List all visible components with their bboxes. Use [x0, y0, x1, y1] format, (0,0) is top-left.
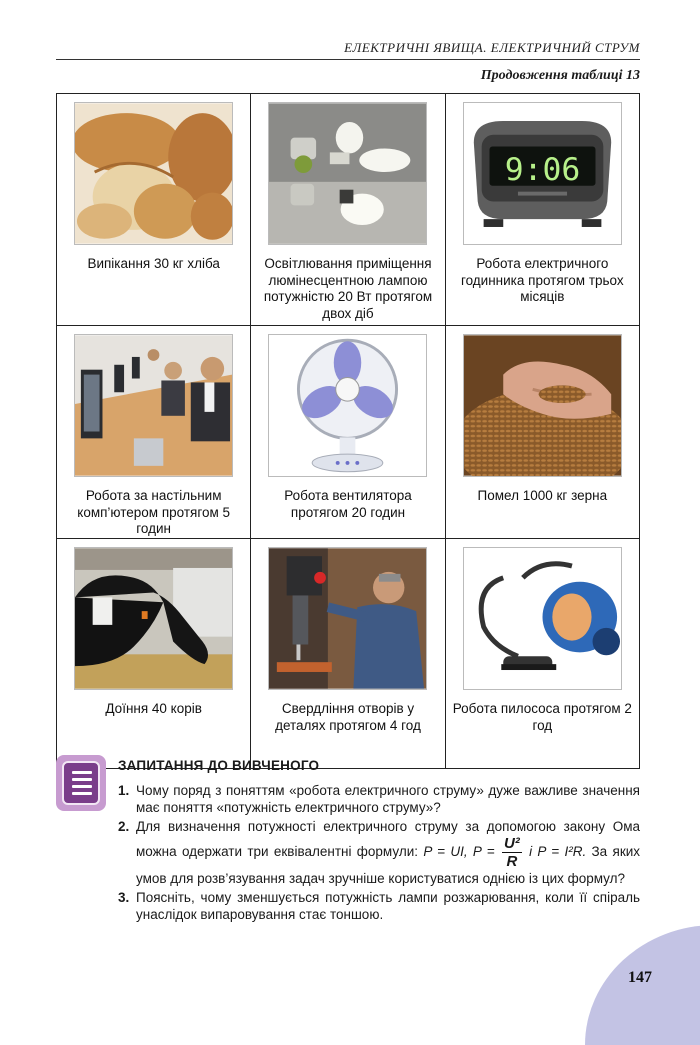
- cell-caption: Робота пилососа протягом 2 год: [452, 701, 632, 733]
- vacuum-photo: [463, 547, 622, 690]
- question-number: 2.: [118, 819, 130, 834]
- drill-press-icon: [269, 548, 426, 689]
- grain-icon: [464, 335, 621, 476]
- question-text: Поясніть, чому зменшується потужність лампи розжарювання, коли її спіраль унаслідок випаровування стає тоншою.: [136, 890, 640, 922]
- cell-caption: Доїння 40 корів: [105, 701, 202, 716]
- table-cell: [445, 94, 639, 326]
- fraction: [502, 835, 522, 870]
- bread-icon: [75, 103, 232, 244]
- table-cell: [57, 539, 251, 769]
- clock-photo: [463, 102, 622, 245]
- grain-photo: [463, 334, 622, 477]
- energy-examples-table: [56, 93, 640, 769]
- fraction-numerator: U²: [503, 835, 520, 852]
- cell-caption: Робота електричного годинника протягом трьох місяців: [460, 256, 624, 304]
- questions-heading: ЗАПИТАННЯ ДО ВИВЧЕНОГО: [118, 758, 320, 773]
- computer-class-photo: [74, 334, 233, 477]
- lamps-photo: [268, 102, 427, 245]
- cell-caption: Освітлювання приміщення люмінесцентною лампою потужністю 20 Вт протягом двох діб: [263, 256, 433, 321]
- table-row: [57, 326, 640, 539]
- table-cell: [251, 539, 445, 769]
- header-rule: [56, 59, 640, 60]
- fan-icon: [269, 335, 426, 476]
- lamp-icon: [269, 103, 426, 244]
- bread-photo: [74, 102, 233, 245]
- question-text: Для визначення потужності електричного струму за допомогою закону Ома можна одержати три еквівалентні формули:: [136, 819, 640, 860]
- cell-caption: Робота вентилятора протягом 20 годин: [284, 488, 412, 520]
- cow-photo: [74, 547, 233, 690]
- table-cell: [445, 326, 639, 539]
- table-row: [57, 94, 640, 326]
- fan-photo: [268, 334, 427, 477]
- drilling-photo: [268, 547, 427, 690]
- table-continuation-label: Продовження таблиці 13: [480, 68, 640, 83]
- list-item: [118, 782, 640, 816]
- questions-icon: [56, 755, 106, 811]
- list-item: [118, 889, 640, 923]
- table-cell: [251, 326, 445, 539]
- formula-part: P = UI, P =: [423, 844, 500, 860]
- table-cell: [251, 94, 445, 326]
- cell-caption: Свердління отворів у деталях протягом 4 год: [275, 701, 421, 733]
- computer-class-icon: [75, 335, 232, 476]
- list-icon: [62, 761, 100, 805]
- cell-caption: Випікання 30 кг хліба: [87, 256, 220, 271]
- fraction-denominator: R: [506, 853, 518, 870]
- table-cell: [57, 326, 251, 539]
- vacuum-cleaner-icon: [464, 548, 621, 689]
- cell-caption: Робота за настільним комп’ютером протягом 5 годин: [77, 488, 231, 536]
- question-number: 1.: [118, 783, 130, 798]
- running-head: ЕЛЕКТРИЧНІ ЯВИЩА. ЕЛЕКТРИЧНИЙ СТРУМ: [344, 40, 640, 55]
- questions-list: [118, 782, 640, 925]
- table-cell: [445, 539, 639, 769]
- clock-digits: 9:06: [504, 151, 580, 188]
- table-cell: [57, 94, 251, 326]
- formula-part: і P = I²R.: [523, 844, 587, 860]
- question-text: Чому поряд з поняттям «робота електричного струму» дуже важливе значення має поняття «потужність електричного струму»?: [136, 783, 640, 815]
- table-row: [57, 539, 640, 769]
- question-text: За яких умов для розв’язування задач зручніше користуватися однією із цих формул?: [136, 844, 641, 886]
- cell-caption: Помел 1000 кг зерна: [477, 488, 608, 503]
- question-number: 3.: [118, 890, 130, 905]
- list-item: [118, 818, 640, 887]
- page-number: 147: [628, 969, 652, 986]
- alarm-clock-icon: [464, 103, 621, 244]
- cow-icon: [75, 548, 232, 689]
